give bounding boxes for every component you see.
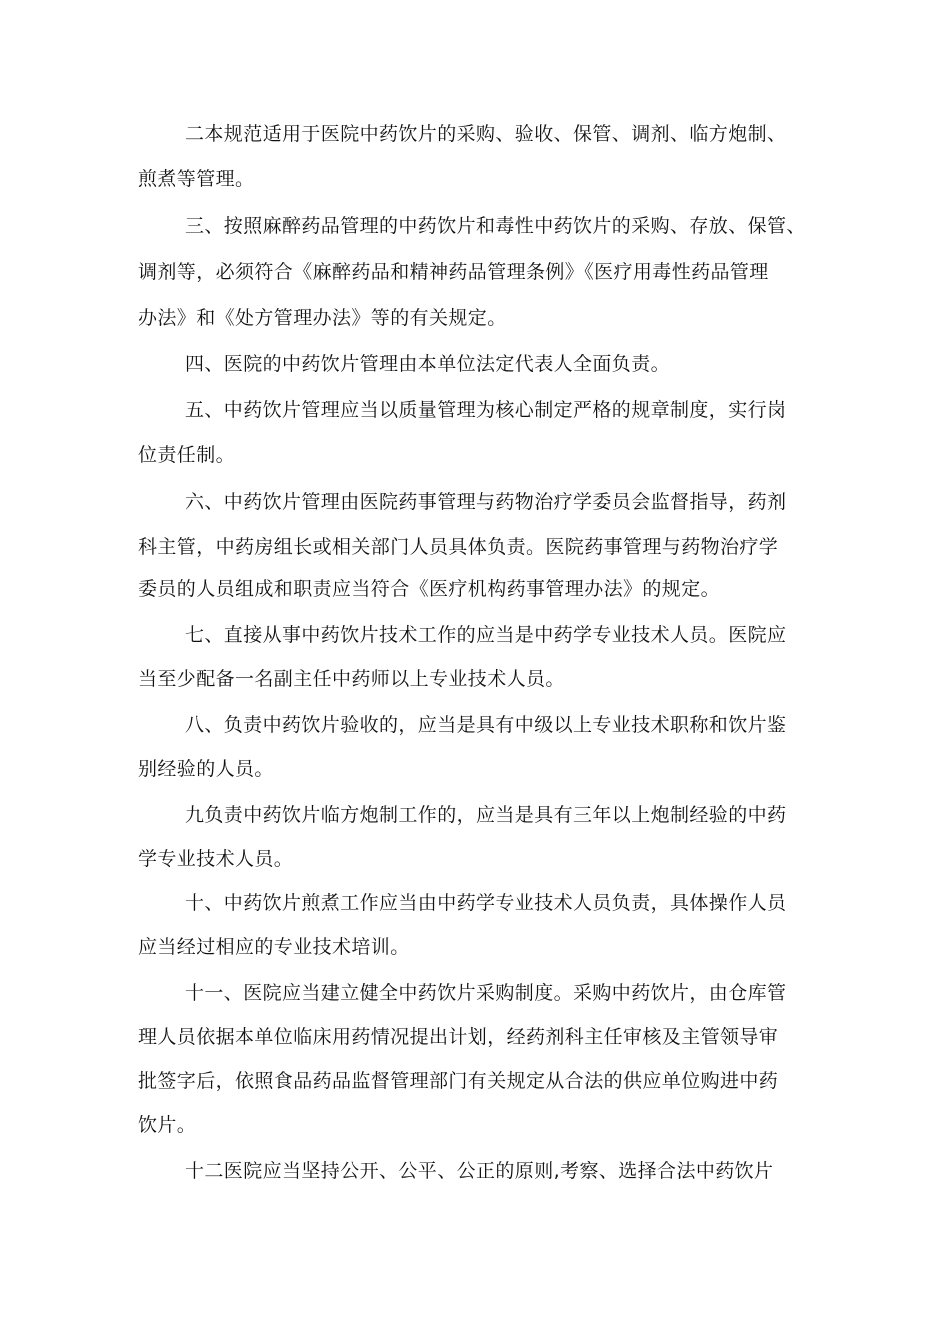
paragraph-5-line-2: 位责任制。 — [138, 444, 236, 466]
paragraph-2-line-2: 煎煮等管理。 — [138, 168, 255, 190]
paragraph-10-line-1: 十、中药饮片煎煮工作应当由中药学专业技术人员负责，具体操作人员 — [185, 892, 787, 914]
paragraph-6-line-1: 六、中药饮片管理由医院药事管理与药物治疗学委员会监督指导，药剂 — [185, 491, 787, 513]
paragraph-3-line-2: 调剂等，必须符合《麻醉药品和精神药品管理条例》《医疗用毒性药品管理 — [138, 261, 769, 283]
paragraph-8-line-2: 别经验的人员。 — [138, 758, 274, 780]
paragraph-3-line-3: 办法》和《处方管理办法》等的有关规定。 — [138, 307, 507, 329]
paragraph-11-line-4: 饮片。 — [138, 1114, 197, 1136]
paragraph-2-line-1: 二本规范适用于医院中药饮片的采购、验收、保管、调剂、临方炮制、 — [185, 123, 787, 145]
paragraph-6-line-3: 委员的人员组成和职责应当符合《医疗机构药事管理办法》的规定。 — [138, 578, 721, 600]
paragraph-11-line-3: 批签字后，依照食品药品监督管理部门有关规定从合法的供应单位购进中药 — [138, 1070, 779, 1092]
paragraph-4-line-1: 四、医院的中药饮片管理由本单位法定代表人全面负责。 — [185, 353, 671, 375]
paragraph-6-line-2: 科主管，中药房组长或相关部门人员具体负责。医院药事管理与药物治疗学 — [138, 536, 779, 558]
paragraph-11-line-2: 理人员依据本单位临床用药情况提出计划，经药剂科主任审核及主管领导审 — [138, 1026, 779, 1048]
paragraph-7-line-1: 七、直接从事中药饮片技术工作的应当是中药学专业技术人员。医院应 — [185, 624, 787, 646]
paragraph-5-line-1: 五、中药饮片管理应当以质量管理为核心制定严格的规章制度，实行岗 — [185, 399, 787, 421]
paragraph-9-line-1: 九负责中药饮片临方炮制工作的，应当是具有三年以上炮制经验的中药 — [185, 804, 787, 826]
paragraph-12-line-1: 十二医院应当坚持公开、公平、公正的原则,考察、选择合法中药饮片 — [185, 1160, 774, 1182]
paragraph-8-line-1: 八、负责中药饮片验收的，应当是具有中级以上专业技术职称和饮片鉴 — [185, 714, 787, 736]
paragraph-9-line-2: 学专业技术人员。 — [138, 848, 294, 870]
paragraph-10-line-2: 应当经过相应的专业技术培训。 — [138, 936, 410, 958]
paragraph-7-line-2: 当至少配备一名副主任中药师以上专业技术人员。 — [138, 668, 565, 690]
paragraph-3-line-1: 三、按照麻醉药品管理的中药饮片和毒性中药饮片的采购、存放、保管、 — [185, 215, 806, 237]
paragraph-11-line-1: 十一、医院应当建立健全中药饮片采购制度。采购中药饮片，由仓库管 — [185, 982, 787, 1004]
